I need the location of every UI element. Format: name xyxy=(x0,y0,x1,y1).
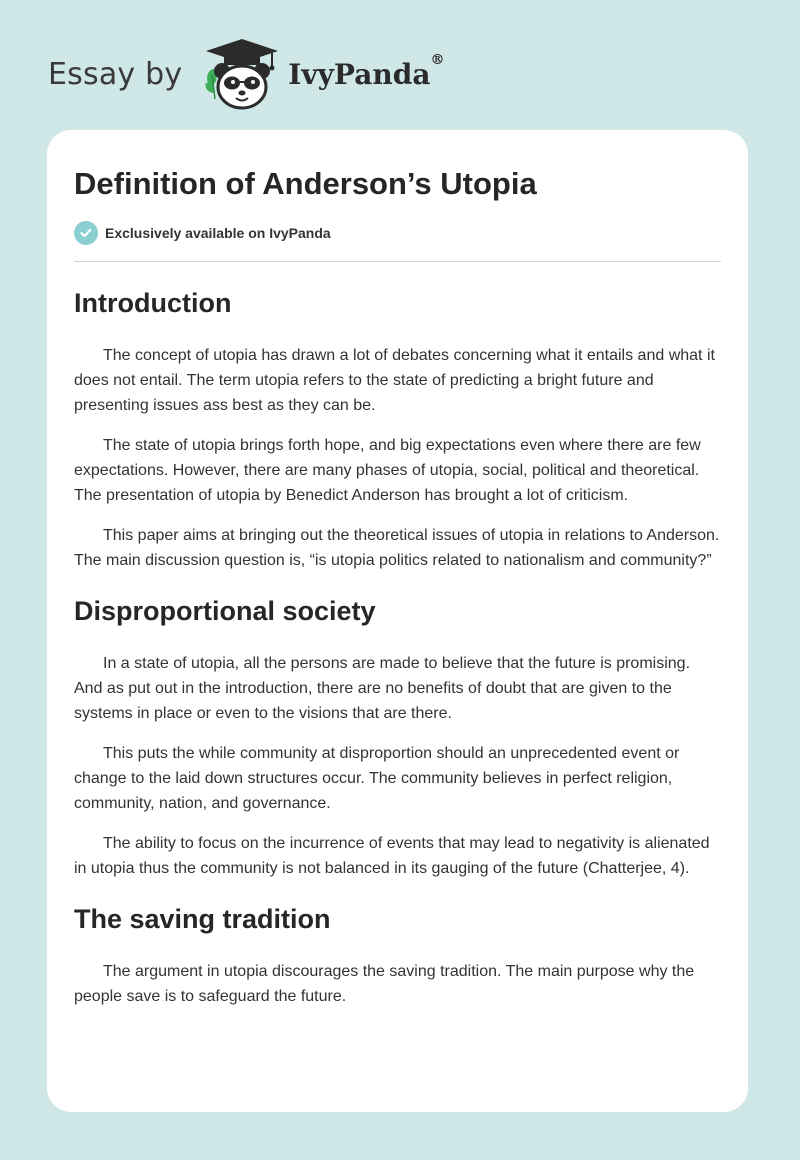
brand-prefix: Essay by xyxy=(48,56,183,92)
paragraph: The state of utopia brings forth hope, and big expectations even where there are few expectations. However, there are many phases of utopia, social, political and theoretical. The presentation of utopia by Benedict Anderson has brought a lot of criticism. xyxy=(74,437,701,504)
paragraph: The ability to focus on the incurrence of events that may lead to negativity is alienated in utopia thus the community is not balanced in its gauging of the future (Chatterjee, 4). xyxy=(74,835,710,877)
divider xyxy=(74,261,721,262)
paragraph: This paper aims at bringing out the theoretical issues of utopia in relations to Anderson. The main discussion question is, “is utopia politics related to nationalism and community?” xyxy=(74,527,720,569)
paragraph: The argument in utopia discourages the saving tradition. The main purpose why the people save is to safeguard the future. xyxy=(74,963,695,1005)
brand-name: IvyPanda® xyxy=(288,51,445,91)
section-body xyxy=(74,651,721,881)
essay-title: Definition of Anderson’s Utopia xyxy=(74,166,537,201)
paragraph: The concept of utopia has drawn a lot of debates concerning what it entails and what it does not entail. The term utopia refers to the state of predicting a bright future and presenting issues ass best as they can be. xyxy=(74,347,715,414)
paragraph: In a state of utopia, all the persons are made to believe that the future is promising. And as put out in the introduction, there are no benefits of doubt that are given to the systems in place or even to the visions that are there. xyxy=(74,655,691,722)
essay-card xyxy=(47,130,748,1112)
registered-mark: ® xyxy=(430,51,445,68)
panda-logo-icon[interactable] xyxy=(200,35,284,113)
section-heading: Introduction xyxy=(74,288,232,318)
check-icon xyxy=(74,221,98,245)
section-heading: The saving tradition xyxy=(74,904,331,934)
section-body xyxy=(74,343,721,573)
section-body xyxy=(74,959,721,1009)
brand-header xyxy=(48,34,444,114)
exclusive-badge xyxy=(74,220,721,246)
paragraph: This puts the while community at disproportion should an unprecedented event or change to the laid down structures occur. The community believes in perfect religion, community, nation, and governance. xyxy=(74,745,680,812)
exclusive-text: Exclusively available on IvyPanda xyxy=(105,225,331,241)
section-heading: Disproportional society xyxy=(74,596,376,626)
